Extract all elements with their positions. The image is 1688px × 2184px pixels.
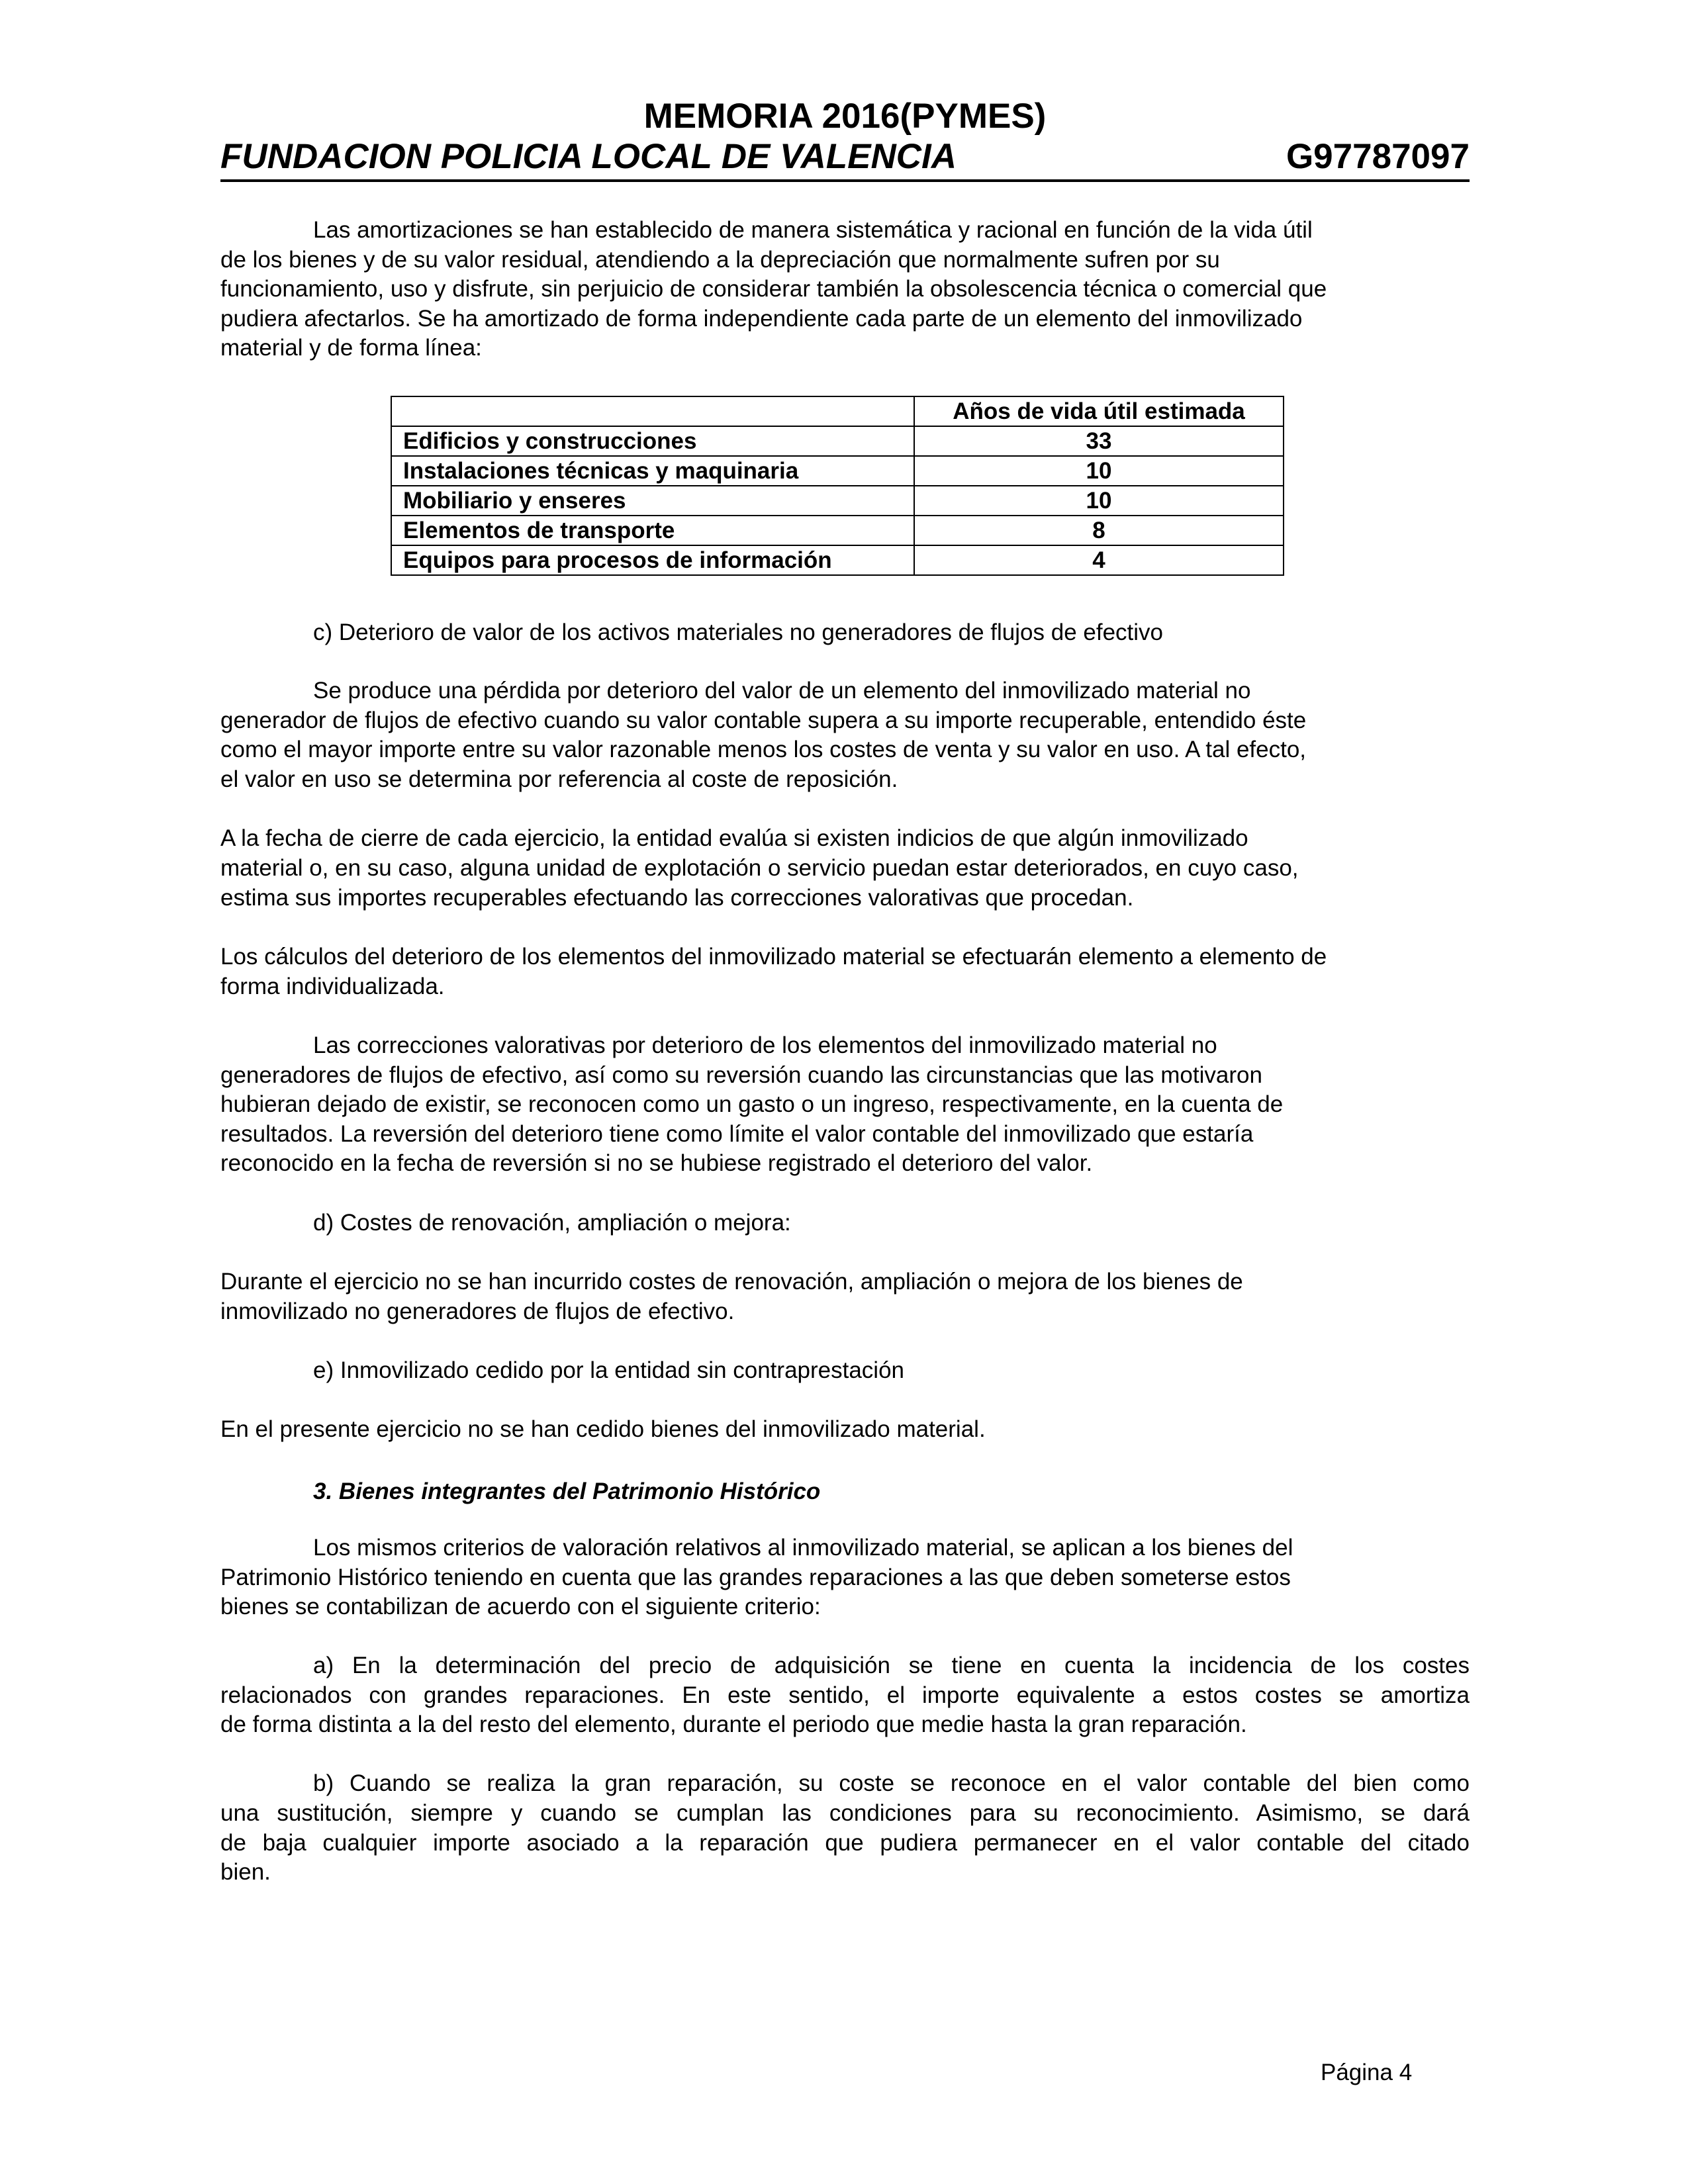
asset-label: Mobiliario y enseres <box>391 486 914 516</box>
table-row <box>391 545 1284 575</box>
document-title: MEMORIA 2016(PYMES) <box>643 97 1047 136</box>
text-line: de baja cualquier importe asociado a la reparación que pudiera permanecer en el valor contable del citado <box>220 1830 1470 1856</box>
section-e-heading: e) Inmovilizado cedido por la entidad sin contraprestación <box>313 1357 905 1383</box>
text-line: estima sus importes recuperables efectuando las correcciones valorativas que procedan. <box>220 885 1134 911</box>
section-d-heading: d) Costes de renovación, ampliación o mejora: <box>313 1210 791 1236</box>
text-line: bienes se contabilizan de acuerdo con el siguiente criterio: <box>220 1594 821 1619</box>
text-line: pudiera afectarlos. Se ha amortizado de forma independiente cada parte de un elemento del inmovilizado <box>220 306 1303 332</box>
text-line: Los mismos criterios de valoración relativos al inmovilizado material, se aplican a los bienes del <box>313 1535 1293 1561</box>
text-line: hubieran dejado de existir, se reconocen como un gasto o un ingreso, respectivamente, en la cuenta de <box>220 1091 1284 1117</box>
text-line: forma individualizada. <box>220 974 445 999</box>
text-line: Las correcciones valorativas por deterioro de los elementos del inmovilizado material no <box>313 1032 1217 1058</box>
asset-label: Elementos de transporte <box>391 516 914 545</box>
text-line: material y de forma línea: <box>220 335 482 361</box>
page-number: Página 4 <box>1321 2060 1413 2085</box>
text-line: de los bienes y de su valor residual, atendiendo a la depreciación que normalmente sufren por su <box>220 247 1220 273</box>
table-row <box>391 456 1284 486</box>
asset-years: 33 <box>914 426 1284 456</box>
asset-label: Instalaciones técnicas y maquinaria <box>391 456 914 486</box>
table-header-empty <box>391 396 914 426</box>
text-line: Las amortizaciones se han establecido de manera sistemática y racional en función de la vida útil <box>313 217 1313 243</box>
text-line: generador de flujos de efectivo cuando su valor contable supera a su importe recuperable, entendido éste <box>220 707 1307 733</box>
table-header-row <box>391 396 1284 426</box>
text-line: a) En la determinación del precio de adquisición se tiene en cuenta la incidencia de los costes <box>313 1653 1470 1678</box>
text-line: A la fecha de cierre de cada ejercicio, la entidad evalúa si existen indicios de que algún inmovilizado <box>220 825 1248 851</box>
text-line: material o, en su caso, alguna unidad de explotación o servicio puedan estar deteriorados, en cuyo caso, <box>220 855 1299 881</box>
text-line: Patrimonio Histórico teniendo en cuenta que las grandes reparaciones a las que deben someterse estos <box>220 1565 1291 1590</box>
table-row <box>391 486 1284 516</box>
text-line: relacionados con grandes reparaciones. En este sentido, el importe equivalente a estos costes se amortiza <box>220 1682 1470 1708</box>
text-line: de forma distinta a la del resto del elemento, durante el periodo que medie hasta la gran reparación. <box>220 1711 1247 1737</box>
text-line: b) Cuando se realiza la gran reparación, su coste se reconoce en el valor contable del bien como <box>313 1770 1470 1796</box>
text-line: una sustitución, siempre y cuando se cumplan las condiciones para su reconocimiento. Asimismo, se dará <box>220 1800 1470 1826</box>
asset-label: Edificios y construcciones <box>391 426 914 456</box>
text-line: inmovilizado no generadores de flujos de efectivo. <box>220 1298 735 1324</box>
organization-name: FUNDACION POLICIA LOCAL DE VALENCIA <box>220 137 957 176</box>
text-line: generadores de flujos de efectivo, así como su reversión cuando las circunstancias que las motivaron <box>220 1062 1262 1088</box>
useful-life-table <box>391 396 1284 576</box>
text-line: funcionamiento, uso y disfrute, sin perjuicio de considerar también la obsolescencia técnica o comercial que <box>220 276 1327 302</box>
organization-nif: G97787097 <box>1286 137 1470 176</box>
text-line: Durante el ejercicio no se han incurrido costes de renovación, ampliación o mejora de los bienes de <box>220 1269 1243 1295</box>
asset-years: 8 <box>914 516 1284 545</box>
text-line: resultados. La reversión del deterioro tiene como límite el valor contable del inmovilizado que estaría <box>220 1121 1254 1147</box>
text-line: Se produce una pérdida por deterioro del valor de un elemento del inmovilizado material no <box>313 678 1251 704</box>
section-3-heading: 3. Bienes integrantes del Patrimonio Histórico <box>313 1479 821 1504</box>
text-line: bien. <box>220 1859 271 1885</box>
section-c-heading: c) Deterioro de valor de los activos materiales no generadores de flujos de efectivo <box>313 619 1164 645</box>
table-row <box>391 516 1284 545</box>
text-line: Los cálculos del deterioro de los elementos del inmovilizado material se efectuarán elemento a elemento de <box>220 944 1327 970</box>
asset-years: 10 <box>914 486 1284 516</box>
asset-years: 4 <box>914 545 1284 575</box>
text-line: reconocido en la fecha de reversión si no se hubiese registrado el deterioro del valor. <box>220 1150 1093 1176</box>
asset-years: 10 <box>914 456 1284 486</box>
text-line: el valor en uso se determina por referencia al coste de reposición. <box>220 766 898 792</box>
table-row <box>391 426 1284 456</box>
header-rule <box>220 179 1470 182</box>
asset-label: Equipos para procesos de información <box>391 545 914 575</box>
section-e-paragraph: En el presente ejercicio no se han cedido bienes del inmovilizado material. <box>220 1416 986 1442</box>
text-line: como el mayor importe entre su valor razonable menos los costes de venta y su valor en uso. A tal efecto, <box>220 737 1307 762</box>
table-header-years: Años de vida útil estimada <box>914 396 1284 426</box>
